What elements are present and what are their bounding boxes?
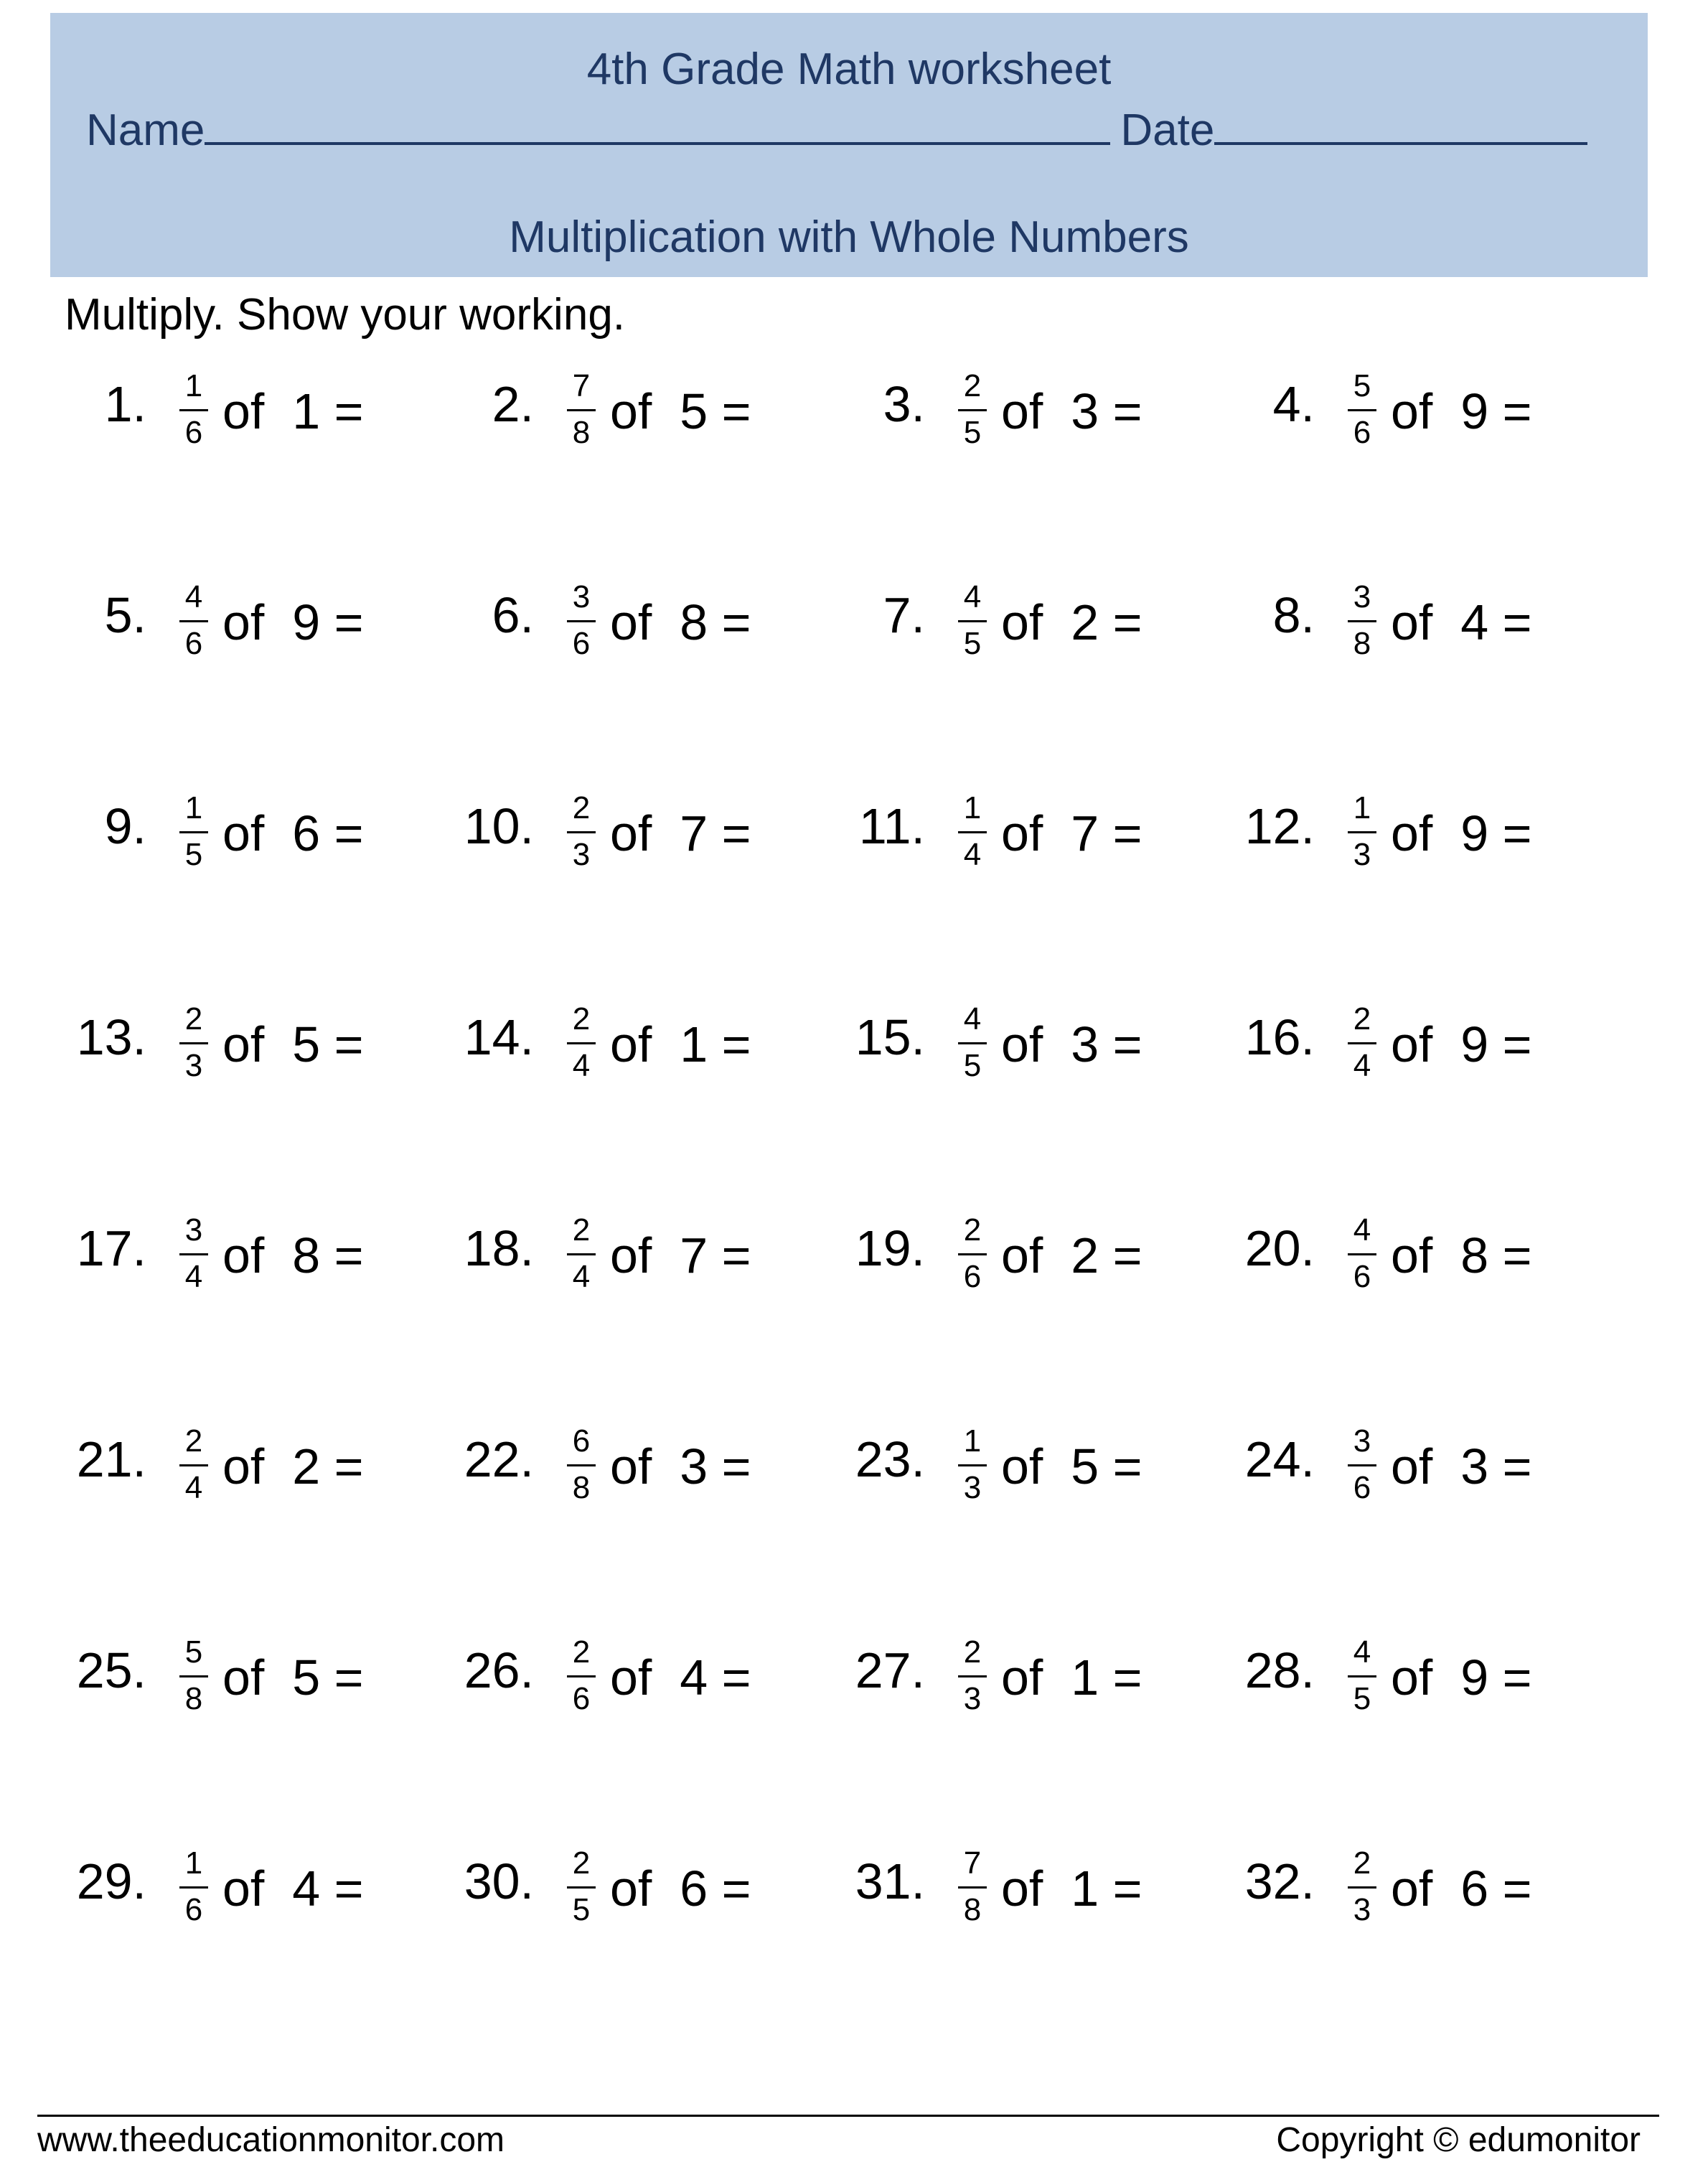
fraction-denominator: 3 — [963, 1681, 982, 1716]
fraction — [567, 1212, 596, 1294]
fraction-denominator: 4 — [572, 1048, 591, 1083]
fraction-denominator: 6 — [1353, 1259, 1371, 1294]
name-date-row — [86, 103, 1587, 153]
fraction-bar — [179, 409, 208, 411]
fraction-denominator: 6 — [572, 1681, 591, 1716]
problem-item — [72, 1845, 474, 1948]
fraction-bar — [179, 1675, 208, 1677]
fraction-denominator: 3 — [963, 1470, 982, 1505]
problem-item — [1240, 1634, 1642, 1737]
fraction — [179, 1212, 208, 1294]
fraction-denominator: 5 — [1353, 1681, 1371, 1716]
fraction-bar — [1348, 620, 1376, 622]
fraction — [179, 581, 208, 660]
instructions: Multiply. Show your working. — [65, 290, 626, 340]
problem-expression: of 6 = — [1391, 1861, 1532, 1917]
problem-item — [1240, 1423, 1642, 1526]
worksheet-header — [50, 13, 1648, 277]
fraction-denominator: 4 — [184, 1259, 203, 1294]
fraction-numerator: 3 — [572, 579, 591, 614]
problem-number: 10. — [464, 798, 534, 854]
fraction-numerator: 2 — [963, 1212, 982, 1248]
fraction-denominator: 8 — [184, 1681, 203, 1716]
fraction-bar — [958, 620, 987, 622]
fraction — [179, 1003, 208, 1082]
footer-copyright: Copyright © edumonitor — [1276, 2121, 1641, 2159]
problem-number: 23. — [855, 1431, 925, 1487]
fraction-numerator: 4 — [963, 1001, 982, 1036]
fraction-numerator: 4 — [1353, 1634, 1371, 1670]
fraction-bar — [567, 620, 596, 622]
fraction-bar — [567, 1886, 596, 1889]
problem-item — [459, 792, 861, 893]
fraction-denominator: 8 — [963, 1892, 982, 1927]
problem-item — [1240, 581, 1642, 682]
problem-item — [72, 370, 474, 471]
fraction-numerator: 2 — [572, 1845, 591, 1881]
problem-expression: of 8 = — [222, 1227, 364, 1283]
problem-expression: of 4 = — [610, 1649, 751, 1705]
fraction — [1348, 370, 1376, 449]
fraction-bar — [567, 831, 596, 833]
fraction-numerator: 3 — [1353, 1423, 1371, 1459]
problem-item — [72, 1212, 474, 1315]
fraction-denominator: 6 — [184, 626, 203, 661]
problem-number: 8. — [1272, 587, 1315, 643]
fraction-numerator: 2 — [963, 1634, 982, 1670]
fraction-denominator: 8 — [572, 415, 591, 450]
fraction-denominator: 5 — [963, 626, 982, 661]
problem-number: 22. — [464, 1431, 534, 1487]
fraction-numerator: 7 — [963, 1845, 982, 1881]
fraction — [567, 1423, 596, 1505]
problem-number: 18. — [464, 1220, 534, 1276]
fraction-bar — [179, 1886, 208, 1889]
fraction — [958, 1845, 987, 1927]
fraction-numerator: 4 — [963, 579, 982, 614]
problem-expression: of 7 = — [1001, 805, 1142, 861]
fraction — [567, 1003, 596, 1082]
fraction-denominator: 4 — [963, 837, 982, 872]
problem-expression: of 3 = — [610, 1438, 751, 1494]
fraction-numerator: 2 — [184, 1001, 203, 1036]
problem-item — [459, 581, 861, 682]
fraction-numerator: 6 — [572, 1423, 591, 1459]
date-label: Date — [1120, 106, 1215, 155]
problem-item — [1240, 1845, 1642, 1948]
problem-expression: of 2 = — [1001, 594, 1142, 650]
fraction-bar — [179, 831, 208, 833]
fraction — [179, 1845, 208, 1927]
fraction-bar — [1348, 1253, 1376, 1255]
fraction — [958, 581, 987, 660]
problem-expression: of 3 = — [1001, 383, 1142, 439]
worksheet-subtitle: Multiplication with Whole Numbers — [509, 212, 1189, 262]
problem-number: 17. — [76, 1220, 146, 1276]
problem-expression: of 4 = — [1391, 594, 1532, 650]
fraction-denominator: 4 — [572, 1259, 591, 1294]
fraction-numerator: 2 — [572, 1634, 591, 1670]
fraction-bar — [958, 1886, 987, 1889]
fraction-numerator: 2 — [963, 368, 982, 403]
problem-expression: of 2 = — [1001, 1227, 1142, 1283]
fraction-numerator: 1 — [963, 1423, 982, 1459]
problem-item — [459, 1423, 861, 1526]
fraction-denominator: 6 — [1353, 415, 1371, 450]
fraction — [958, 1212, 987, 1294]
problem-expression: of 4 = — [222, 1861, 364, 1917]
fraction-numerator: 2 — [572, 790, 591, 825]
problem-item — [1240, 792, 1642, 893]
fraction — [567, 1845, 596, 1927]
problem-expression: of 1 = — [1001, 1649, 1142, 1705]
fraction — [958, 792, 987, 871]
fraction-bar — [1348, 831, 1376, 833]
problem-expression: of 9 = — [222, 594, 364, 650]
fraction-numerator: 5 — [1353, 368, 1371, 403]
problem-number: 25. — [76, 1642, 146, 1698]
fraction-bar — [179, 1464, 208, 1466]
fraction-denominator: 5 — [184, 837, 203, 872]
fraction-bar — [179, 1042, 208, 1044]
problem-item — [850, 581, 1252, 682]
problem-item — [459, 1212, 861, 1315]
fraction — [179, 1634, 208, 1716]
fraction-denominator: 4 — [1353, 1048, 1371, 1083]
problem-number: 20. — [1244, 1220, 1315, 1276]
problem-item — [1240, 1212, 1642, 1315]
problem-item — [1240, 1003, 1642, 1104]
problem-number: 6. — [492, 587, 534, 643]
fraction-bar — [1348, 1042, 1376, 1044]
problem-item — [850, 1845, 1252, 1948]
fraction-denominator: 3 — [184, 1048, 203, 1083]
fraction-numerator: 4 — [1353, 1212, 1371, 1248]
problem-number: 27. — [855, 1642, 925, 1698]
problem-item — [72, 792, 474, 893]
fraction-denominator: 6 — [184, 415, 203, 450]
fraction-bar — [567, 1253, 596, 1255]
problem-expression: of 5 = — [1001, 1438, 1142, 1494]
problem-number: 2. — [492, 376, 534, 432]
problem-item — [850, 792, 1252, 893]
fraction-numerator: 2 — [572, 1212, 591, 1248]
problem-item — [850, 1212, 1252, 1315]
problem-expression: of 9 = — [1391, 805, 1532, 861]
fraction — [179, 1423, 208, 1505]
problem-number: 24. — [1244, 1431, 1315, 1487]
fraction-denominator: 3 — [572, 837, 591, 872]
problem-number: 16. — [1244, 1009, 1315, 1065]
problem-expression: of 5 = — [610, 383, 751, 439]
fraction — [567, 370, 596, 449]
fraction-bar — [567, 1464, 596, 1466]
fraction — [1348, 1212, 1376, 1294]
fraction-denominator: 8 — [1353, 626, 1371, 661]
problem-item — [1240, 370, 1642, 471]
fraction-denominator: 3 — [1353, 837, 1371, 872]
problem-item — [459, 370, 861, 471]
problem-item — [72, 1423, 474, 1526]
problem-item — [459, 1003, 861, 1104]
problem-expression: of 7 = — [610, 1227, 751, 1283]
fraction-bar — [1348, 1464, 1376, 1466]
fraction — [958, 1634, 987, 1716]
problem-expression: of 8 = — [1391, 1227, 1532, 1283]
problem-expression: of 6 = — [222, 805, 364, 861]
fraction-bar — [958, 1464, 987, 1466]
fraction-numerator: 1 — [1353, 790, 1371, 825]
fraction — [567, 792, 596, 871]
fraction-denominator: 6 — [1353, 1470, 1371, 1505]
problem-expression: of 6 = — [610, 1861, 751, 1917]
fraction — [1348, 792, 1376, 871]
problem-item — [850, 1423, 1252, 1526]
fraction-bar — [179, 1253, 208, 1255]
fraction-bar — [1348, 1886, 1376, 1889]
fraction-bar — [567, 1675, 596, 1677]
problem-expression: of 9 = — [1391, 1649, 1532, 1705]
date-blank-line[interactable] — [1214, 103, 1587, 145]
problem-item — [72, 581, 474, 682]
problem-expression: of 5 = — [222, 1649, 364, 1705]
problem-expression: of 7 = — [610, 805, 751, 861]
problem-item — [850, 370, 1252, 471]
problem-number: 28. — [1244, 1642, 1315, 1698]
fraction-bar — [1348, 409, 1376, 411]
problem-expression: of 1 = — [222, 383, 364, 439]
problem-number: 14. — [464, 1009, 534, 1065]
problem-number: 13. — [76, 1009, 146, 1065]
fraction — [958, 1423, 987, 1505]
name-blank-line[interactable] — [205, 103, 1110, 145]
name-label: Name — [86, 106, 205, 155]
fraction-bar — [958, 1675, 987, 1677]
problem-item — [72, 1634, 474, 1737]
fraction-numerator: 1 — [184, 368, 203, 403]
fraction — [567, 581, 596, 660]
fraction-numerator: 4 — [184, 579, 203, 614]
problem-number: 5. — [104, 587, 146, 643]
fraction-bar — [958, 831, 987, 833]
problem-number: 32. — [1244, 1853, 1315, 1909]
fraction-bar — [1348, 1675, 1376, 1677]
fraction-denominator: 3 — [1353, 1892, 1371, 1927]
problem-number: 15. — [855, 1009, 925, 1065]
fraction-bar — [958, 1253, 987, 1255]
fraction-numerator: 5 — [184, 1634, 203, 1670]
fraction — [1348, 1003, 1376, 1082]
problem-number: 21. — [76, 1431, 146, 1487]
fraction-numerator: 3 — [184, 1212, 203, 1248]
fraction-denominator: 5 — [572, 1892, 591, 1927]
problem-expression: of 3 = — [1391, 1438, 1532, 1494]
problem-expression: of 1 = — [1001, 1861, 1142, 1917]
fraction — [179, 370, 208, 449]
fraction — [1348, 1634, 1376, 1716]
problem-number: 19. — [855, 1220, 925, 1276]
fraction-numerator: 3 — [1353, 579, 1371, 614]
fraction — [179, 792, 208, 871]
fraction — [567, 1634, 596, 1716]
problem-expression: of 3 = — [1001, 1016, 1142, 1072]
fraction — [1348, 1845, 1376, 1927]
fraction-bar — [567, 409, 596, 411]
fraction-denominator: 6 — [572, 626, 591, 661]
problem-expression: of 1 = — [610, 1016, 751, 1072]
problem-expression: of 9 = — [1391, 1016, 1532, 1072]
fraction — [958, 1003, 987, 1082]
problem-number: 12. — [1244, 798, 1315, 854]
problem-number: 31. — [855, 1853, 925, 1909]
problem-item — [72, 1003, 474, 1104]
problem-number: 26. — [464, 1642, 534, 1698]
fraction-numerator: 2 — [572, 1001, 591, 1036]
problem-item — [459, 1634, 861, 1737]
problem-item — [459, 1845, 861, 1948]
fraction-denominator: 4 — [184, 1470, 203, 1505]
fraction-bar — [958, 409, 987, 411]
problem-expression: of 5 = — [222, 1016, 364, 1072]
fraction-bar — [567, 1042, 596, 1044]
fraction-denominator: 5 — [963, 1048, 982, 1083]
problem-item — [850, 1003, 1252, 1104]
fraction-numerator: 2 — [184, 1423, 203, 1459]
fraction-bar — [958, 1042, 987, 1044]
problem-number: 29. — [76, 1853, 146, 1909]
problem-number: 7. — [883, 587, 925, 643]
fraction — [1348, 1423, 1376, 1505]
footer-website: www.theeducationmonitor.com — [37, 2121, 505, 2159]
footer-divider — [37, 2115, 1659, 2117]
fraction-numerator: 2 — [1353, 1845, 1371, 1881]
fraction-denominator: 8 — [572, 1470, 591, 1505]
worksheet-title: 4th Grade Math worksheet — [586, 45, 1112, 94]
fraction-numerator: 1 — [184, 790, 203, 825]
fraction-denominator: 6 — [184, 1892, 203, 1927]
fraction — [958, 370, 987, 449]
fraction-numerator: 2 — [1353, 1001, 1371, 1036]
fraction-numerator: 1 — [963, 790, 982, 825]
fraction — [1348, 581, 1376, 660]
fraction-bar — [179, 620, 208, 622]
problem-expression: of 2 = — [222, 1438, 364, 1494]
problem-number: 4. — [1272, 376, 1315, 432]
fraction-denominator: 6 — [963, 1259, 982, 1294]
problem-expression: of 9 = — [1391, 383, 1532, 439]
fraction-numerator: 1 — [184, 1845, 203, 1881]
problem-number: 1. — [104, 376, 146, 432]
problem-number: 3. — [883, 376, 925, 432]
problem-expression: of 8 = — [610, 594, 751, 650]
fraction-numerator: 7 — [572, 368, 591, 403]
problem-item — [850, 1634, 1252, 1737]
problem-number: 11. — [858, 798, 925, 854]
problem-number: 30. — [464, 1853, 534, 1909]
fraction-denominator: 5 — [963, 415, 982, 450]
problem-number: 9. — [104, 798, 146, 854]
